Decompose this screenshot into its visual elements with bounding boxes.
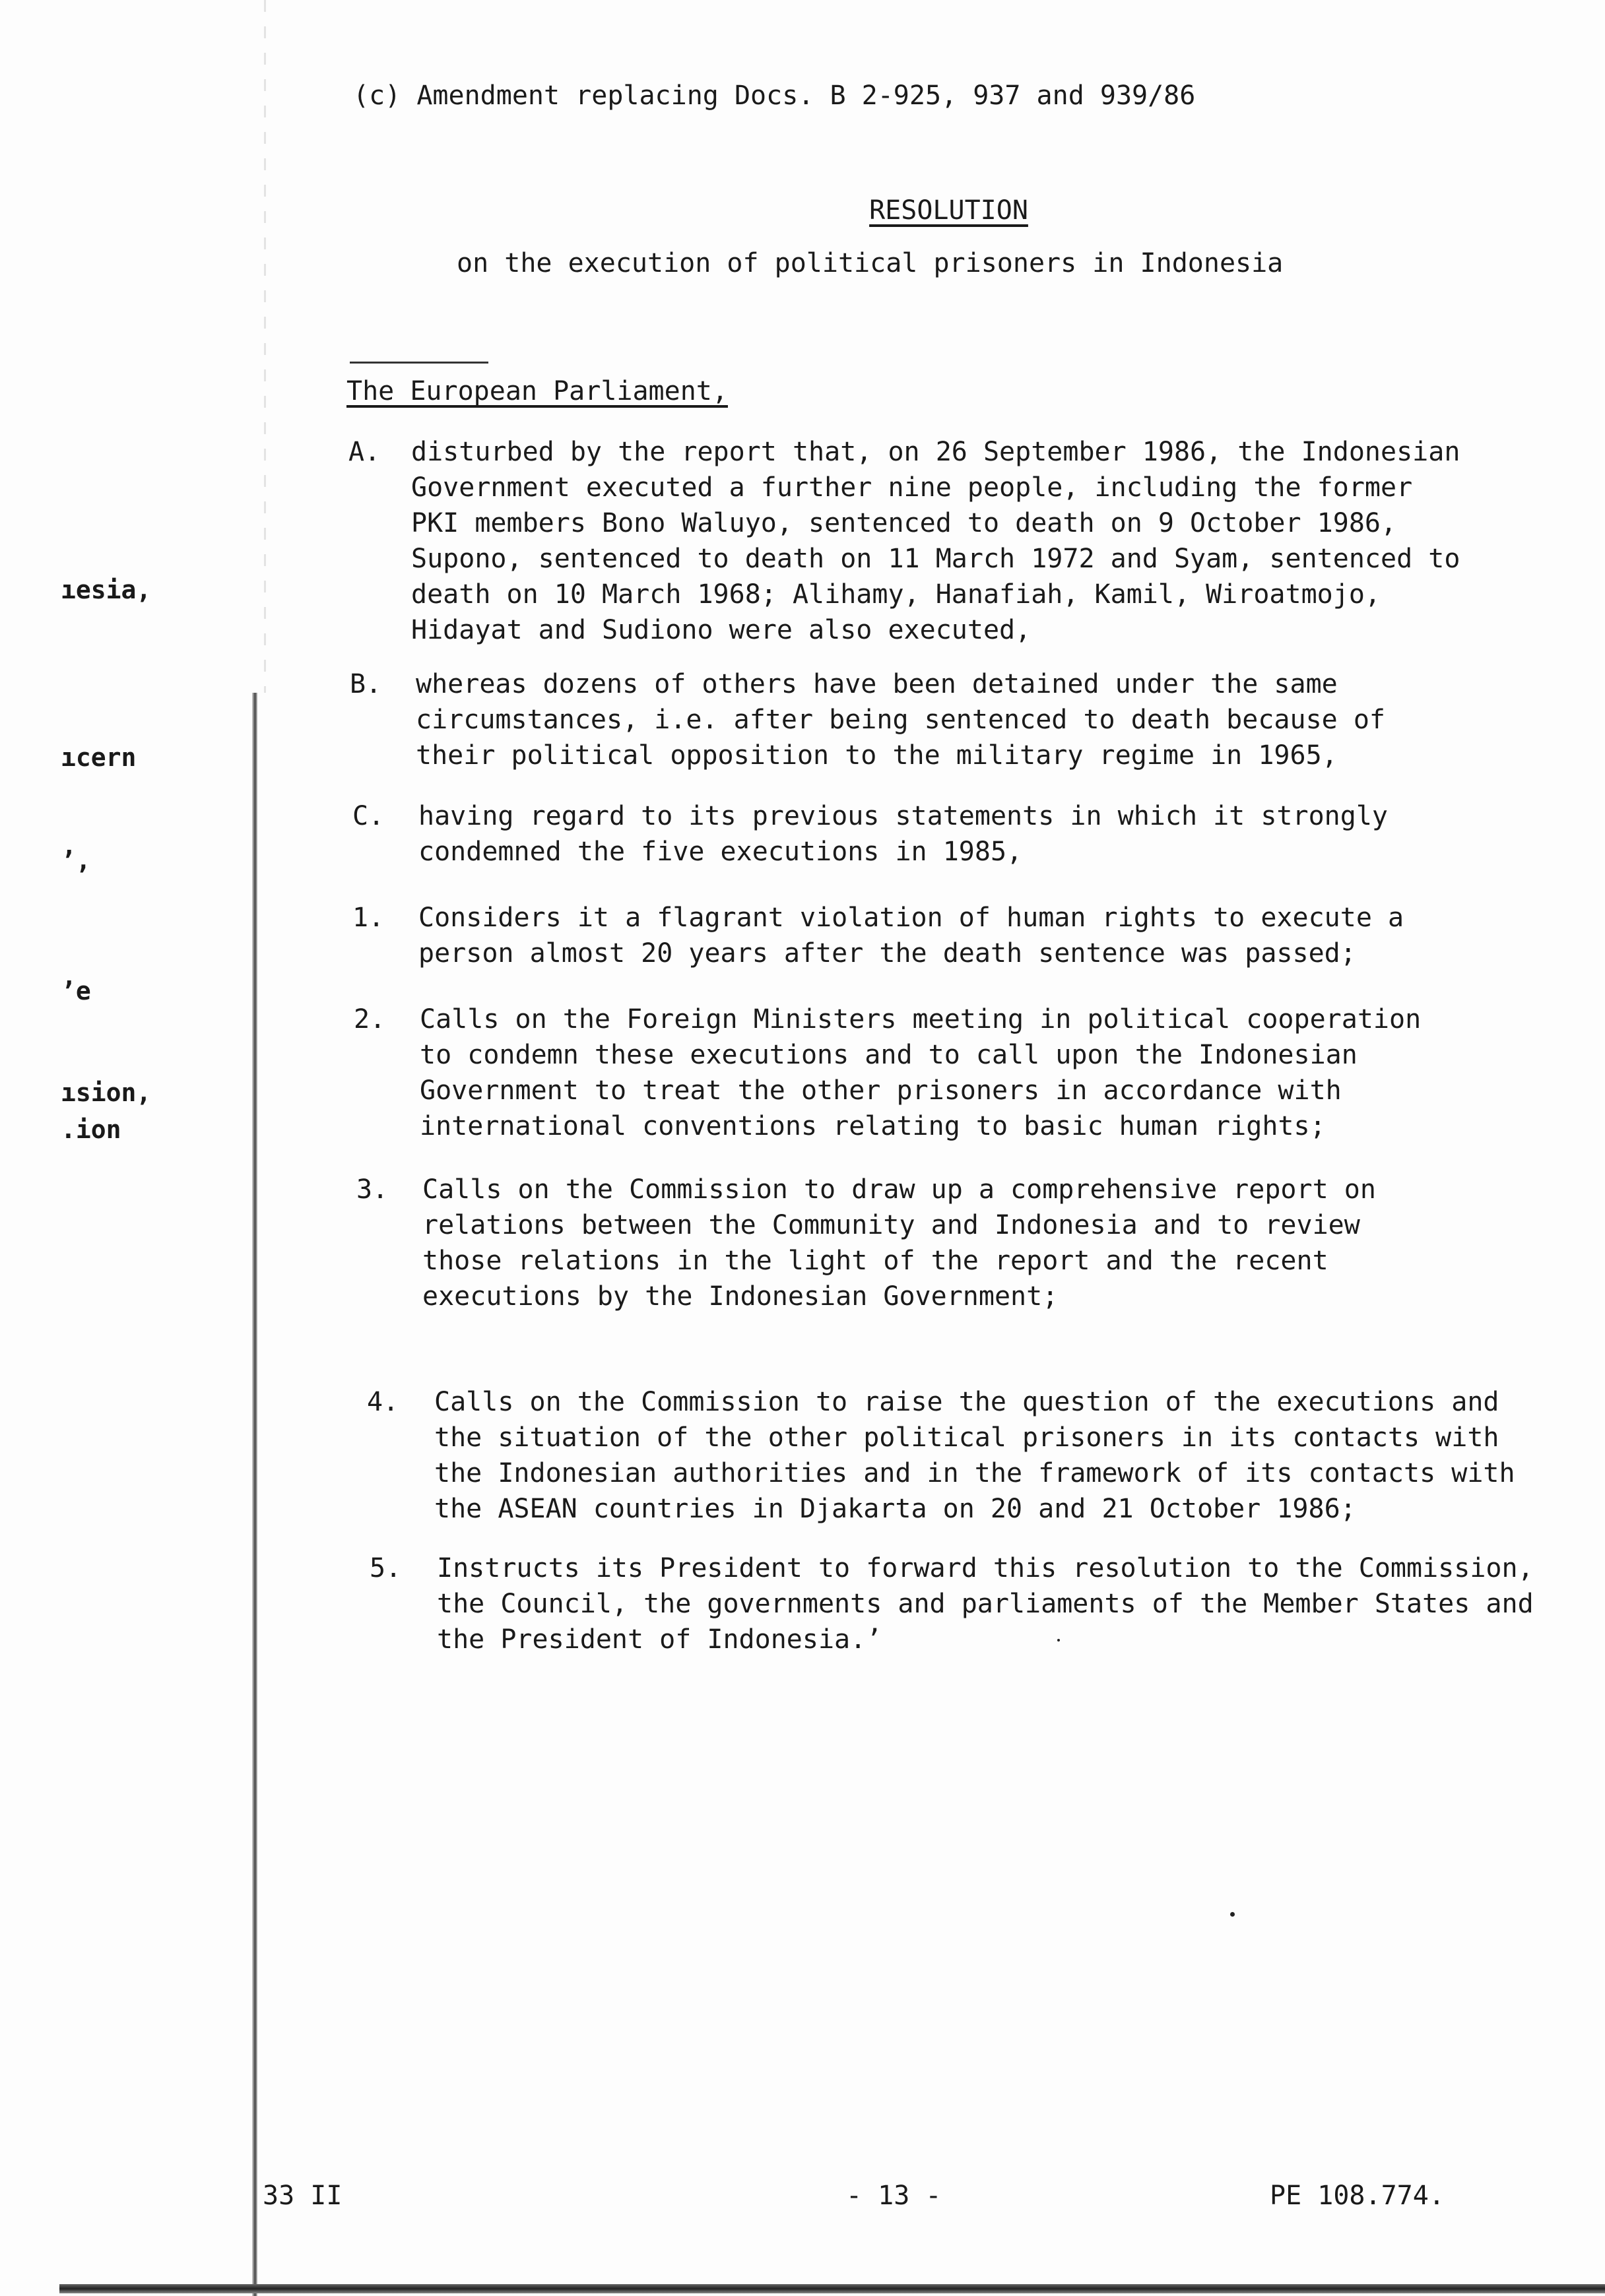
paragraph-line: Calls on the Commission to raise the question of the executions and bbox=[434, 1387, 1499, 1417]
margin-fragment: .ion bbox=[61, 1115, 121, 1144]
paragraph-line: condemned the five executions in 1985, bbox=[418, 837, 1023, 867]
margin-fragment: ıesia, bbox=[61, 575, 152, 604]
paragraph-line: international conventions relating to basic human rights; bbox=[420, 1111, 1326, 1141]
paragraph-line: Supono, sentenced to death on 11 March 1972 and Syam, sentenced to bbox=[411, 544, 1460, 574]
footer-pe-number: PE 108.774. bbox=[1270, 2181, 1445, 2211]
paragraph-line: PKI members Bono Waluyo, sentenced to death on 9 October 1986, bbox=[411, 508, 1397, 538]
paragraph-marker: A. bbox=[348, 437, 381, 467]
short-rule bbox=[350, 362, 488, 364]
paragraph-line: those relations in the light of the report and the recent bbox=[422, 1246, 1328, 1276]
page-bottom-edge bbox=[59, 2284, 1605, 2293]
paragraph-line: person almost 20 years after the death sentence was passed; bbox=[418, 938, 1356, 969]
paragraph-marker: 3. bbox=[356, 1174, 389, 1205]
paragraph-line: Government executed a further nine people, including the former bbox=[411, 472, 1413, 503]
footer-page-number: - 13 - bbox=[846, 2181, 942, 2211]
binding-spine bbox=[252, 693, 257, 2296]
paragraph-line: circumstances, i.e. after being sentenced to death because of bbox=[416, 705, 1386, 735]
paragraph-line: their political opposition to the military regime in 1965, bbox=[416, 740, 1338, 771]
operative-paragraph-1 bbox=[352, 900, 1404, 971]
operative-paragraph-2 bbox=[354, 1002, 1421, 1144]
recital-b bbox=[350, 666, 1385, 773]
recital-c bbox=[352, 798, 1388, 870]
paragraph-line: executions by the Indonesian Government; bbox=[422, 1281, 1059, 1312]
operative-paragraph-4 bbox=[367, 1384, 1515, 1527]
paragraph-line: relations between the Community and Indonesia and to review bbox=[422, 1210, 1360, 1240]
paragraph-line: whereas dozens of others have been detained under the same bbox=[416, 669, 1338, 699]
margin-fragment: ısion, bbox=[61, 1078, 152, 1107]
binding-shadow-faint bbox=[264, 0, 266, 693]
margin-fragment: ıcern bbox=[61, 743, 137, 772]
paragraph-line: the Council, the governments and parliaments of the Member States and bbox=[437, 1589, 1534, 1619]
paragraph-line: Considers it a flagrant violation of human rights to execute a bbox=[418, 903, 1404, 933]
paragraph-line: Calls on the Foreign Ministers meeting in political cooperation bbox=[420, 1004, 1422, 1035]
operative-paragraph-5 bbox=[370, 1550, 1534, 1657]
paragraph-line: death on 10 March 1968; Alihamy, Hanafiah, Kamil, Wiroatmojo, bbox=[411, 579, 1381, 610]
paragraph-line: the President of Indonesia.’ bbox=[437, 1624, 882, 1655]
paragraph-line: Government to treat the other prisoners in accordance with bbox=[420, 1075, 1342, 1106]
resolution-heading: RESOLUTION bbox=[869, 195, 1028, 226]
paragraph-marker: 4. bbox=[367, 1387, 399, 1417]
paragraph-line: to condemn these executions and to call upon the Indonesian bbox=[420, 1040, 1358, 1070]
paragraph-line: the ASEAN countries in Djakarta on 20 and 21 October 1986; bbox=[434, 1494, 1356, 1524]
scan-speck bbox=[1230, 1912, 1235, 1917]
footer-document-ref: 33 II bbox=[263, 2181, 343, 2211]
recital-a bbox=[348, 434, 1460, 648]
margin-fragment: ’e bbox=[61, 976, 91, 1005]
paragraph-line: the Indonesian authorities and in the framework of its contacts with bbox=[434, 1458, 1515, 1488]
preamble-intro: The European Parliament, bbox=[346, 376, 728, 406]
paragraph-marker: C. bbox=[352, 801, 385, 831]
paragraph-line: the situation of the other political prisoners in its contacts with bbox=[434, 1422, 1499, 1453]
paragraph-line: Instructs its President to forward this resolution to the Commission, bbox=[437, 1553, 1534, 1583]
paragraph-line: disturbed by the report that, on 26 September 1986, the Indonesian bbox=[411, 437, 1460, 467]
margin-fragment: ’, bbox=[61, 846, 91, 875]
paragraph-marker: 5. bbox=[370, 1553, 402, 1583]
paragraph-line: Calls on the Commission to draw up a comprehensive report on bbox=[422, 1174, 1376, 1205]
operative-paragraph-3 bbox=[356, 1172, 1376, 1314]
paragraph-marker: 2. bbox=[354, 1004, 386, 1035]
amendment-line: (c) Amendment replacing Docs. B 2-925, 937 and 939/86 bbox=[353, 80, 1196, 111]
resolution-subheading: on the execution of political prisoners in Indonesia bbox=[457, 248, 1284, 278]
scan-speck bbox=[1057, 1639, 1060, 1642]
paragraph-marker: B. bbox=[350, 669, 382, 699]
paragraph-line: having regard to its previous statements in which it strongly bbox=[418, 801, 1389, 831]
paragraph-marker: 1. bbox=[352, 903, 385, 933]
paragraph-line: Hidayat and Sudiono were also executed, bbox=[411, 615, 1032, 645]
